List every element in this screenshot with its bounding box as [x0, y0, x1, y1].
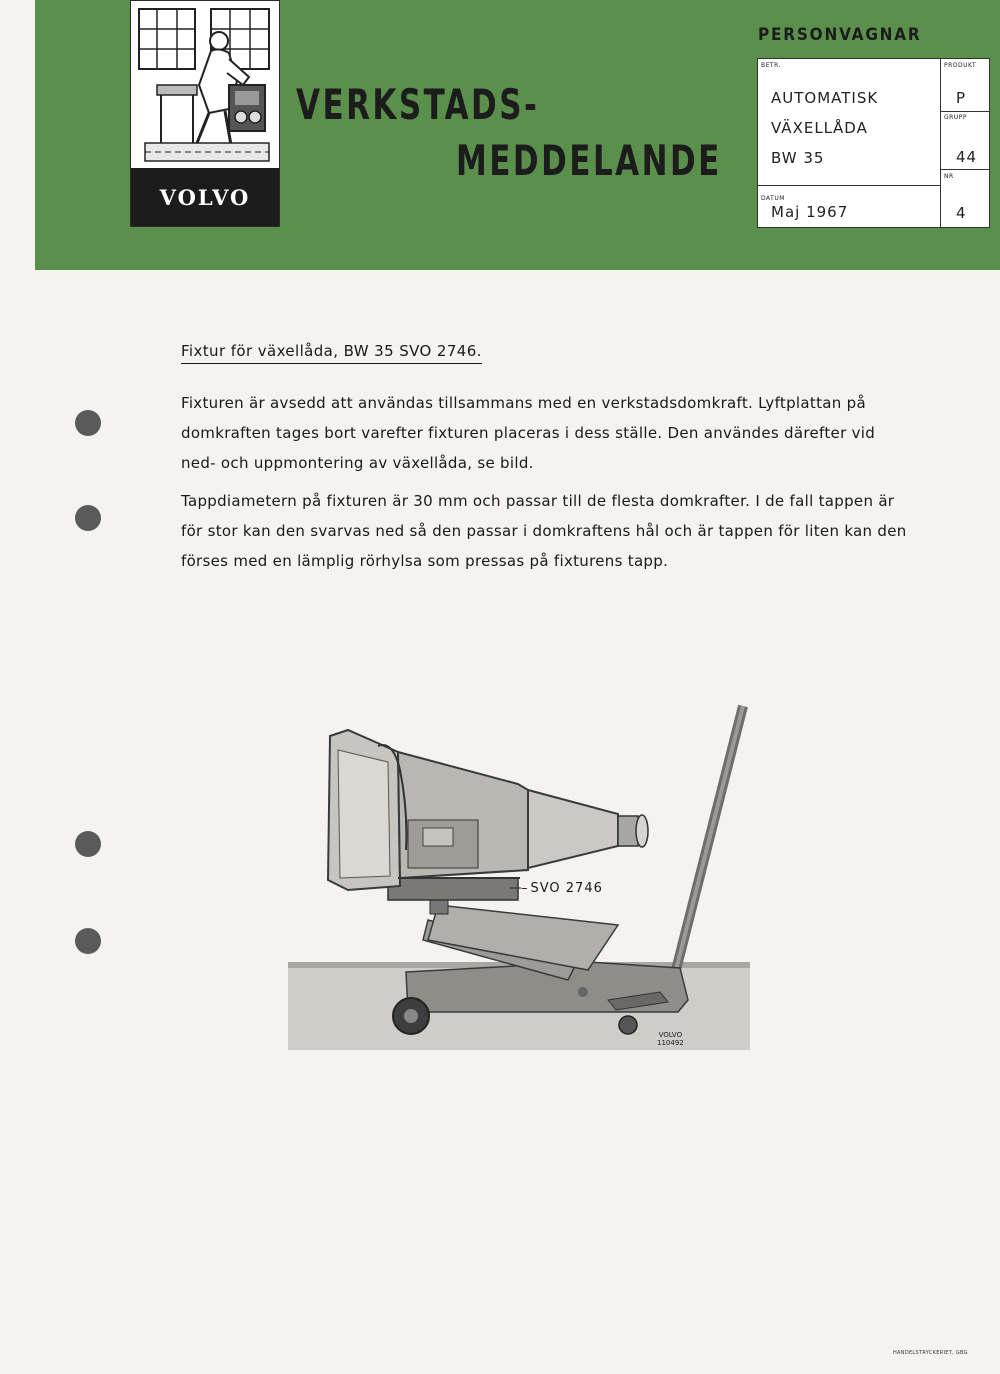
volvo-logo-box	[130, 0, 280, 227]
photo-reference	[657, 1031, 684, 1047]
subject-line-1: AUTOMATISK	[771, 89, 879, 107]
betr-label: BETR.	[761, 62, 781, 69]
infobox-divider	[940, 59, 941, 227]
printer-imprint: HANDELSTRYCKERIET, GBG	[893, 1350, 968, 1356]
section-heading: Fixtur för växellåda, BW 35 SVO 2746.	[181, 342, 482, 364]
subject-line-3: BW 35	[771, 149, 825, 167]
nr-label: NR	[944, 173, 954, 180]
binder-hole	[75, 831, 101, 857]
part-callout-text: SVO 2746	[530, 881, 603, 896]
produkt-value: P	[956, 89, 967, 107]
binder-hole	[75, 410, 101, 436]
transmission-on-jack-photo	[288, 700, 750, 1050]
infobox-divider	[940, 169, 989, 170]
photo-reference-brand: VOLVO	[658, 1031, 683, 1039]
title-line-1: VERKSTADS-	[296, 80, 540, 129]
part-callout: – SVO 2746	[521, 881, 603, 896]
binder-hole	[75, 928, 101, 954]
volvo-wordmark: VOLVO	[131, 168, 279, 226]
grupp-label: GRUPP	[944, 114, 967, 121]
mechanic-workshop-illustration	[137, 5, 273, 165]
paragraph-1: Fixturen är avsedd att användas tillsammans med en verkstadsdomkraft. Lyftplattan på domkraften tages bort varefter fixturen placeras i dess ställe. Den användes därefter vid ned- och uppmontering av växellåda, se bild.	[181, 394, 876, 472]
datum-value: Maj 1967	[771, 203, 849, 221]
binder-hole	[75, 505, 101, 531]
infobox-divider	[940, 111, 989, 112]
produkt-label: PRODUKT	[944, 62, 977, 69]
category-label: PERSONVAGNAR	[758, 25, 922, 45]
paragraph-2: Tappdiametern på fixturen är 30 mm och passar till de flesta domkrafter. I de fall tappen är för stor kan den svarvas ned så den passar i domkraftens hål och är tappen för liten kan den förses med en lämplig rörhylsa som pressas på fixturens tapp.	[181, 492, 907, 570]
document-info-box	[757, 58, 990, 228]
title-line-2: MEDDELANDE	[456, 136, 722, 185]
subject-line-2: VÄXELLÅDA	[771, 119, 868, 137]
photo-reference-number: 110492	[657, 1039, 684, 1047]
nr-value: 4	[956, 204, 967, 222]
datum-label: DATUM	[761, 195, 785, 202]
infobox-divider	[758, 185, 940, 186]
grupp-value: 44	[956, 148, 978, 166]
